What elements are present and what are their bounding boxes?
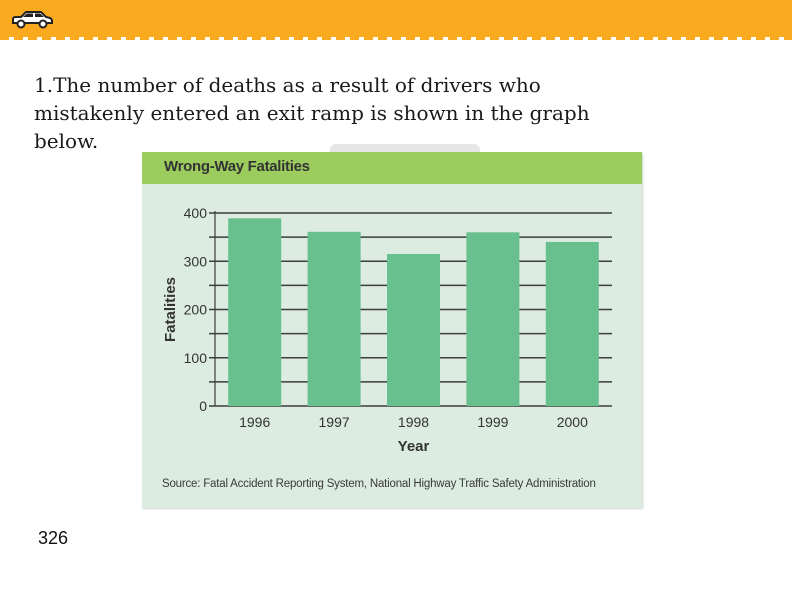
y-tick-label: 300 bbox=[183, 253, 207, 270]
page-number: 326 bbox=[38, 528, 69, 548]
x-axis-label: Year bbox=[397, 438, 430, 455]
bar bbox=[466, 232, 519, 406]
y-axis-label: Fatalities bbox=[162, 276, 179, 343]
banner-dashed-border bbox=[0, 37, 792, 40]
y-tick-label: 200 bbox=[183, 301, 207, 318]
y-tick-label: 100 bbox=[183, 349, 207, 366]
x-tick-label: 1997 bbox=[318, 414, 350, 430]
chart-title: Wrong-Way Fatalities bbox=[164, 158, 310, 175]
y-tick-label: 400 bbox=[183, 205, 207, 221]
bar bbox=[546, 242, 599, 406]
chart-container bbox=[142, 152, 642, 508]
chart-source: Source: Fatal Accident Reporting System, National Highway Traffic Safety Administration bbox=[162, 478, 596, 490]
bar bbox=[387, 254, 440, 406]
bar-chart bbox=[142, 152, 642, 508]
bar bbox=[308, 232, 361, 406]
x-tick-label: 1998 bbox=[397, 414, 430, 430]
bar bbox=[228, 218, 281, 406]
x-tick-label: 1996 bbox=[239, 414, 271, 430]
y-tick-label: 0 bbox=[199, 398, 207, 414]
x-tick-label: 1999 bbox=[477, 414, 509, 430]
car-icon bbox=[10, 8, 54, 30]
top-banner bbox=[0, 0, 792, 37]
x-tick-label: 2000 bbox=[556, 414, 588, 430]
question-text: 1.The number of deaths as a result of drivers who mistakenly entered an exit ramp is shown in the graph below. bbox=[34, 73, 590, 153]
